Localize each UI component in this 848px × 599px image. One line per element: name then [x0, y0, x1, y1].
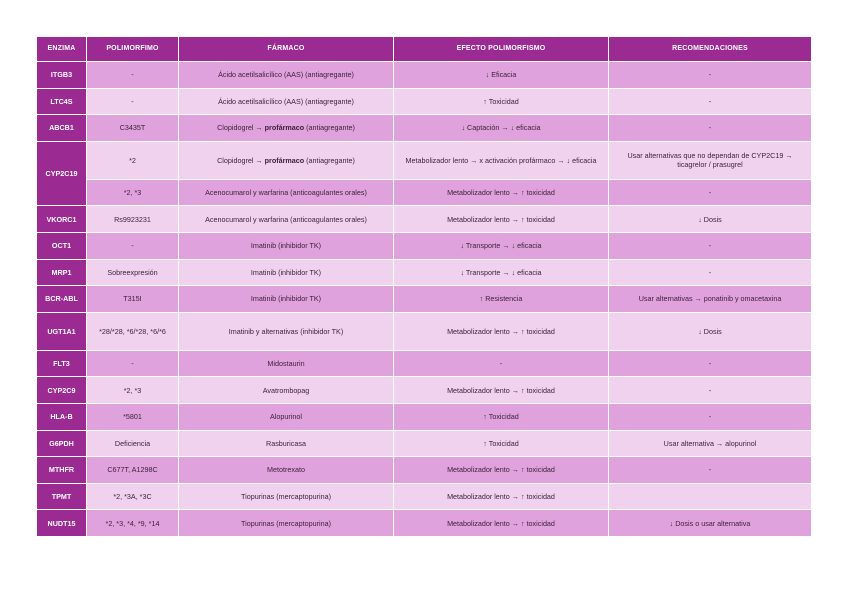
- recomendacion-cell: -: [609, 88, 812, 115]
- table-row: [37, 88, 812, 115]
- polimorfismo-cell: Sobreexpresión: [87, 259, 179, 286]
- enzima-cell: LTC4S: [37, 88, 87, 115]
- farmaco-cell: Rasburicasa: [179, 430, 394, 457]
- farmaco-cell: [179, 141, 394, 179]
- header-polimorfismo: POLIMORFIMO: [87, 37, 179, 62]
- farmaco-cell: Tiopurinas (mercaptopurina): [179, 510, 394, 537]
- efecto-cell: ↓ Transporte → ↓ eficacia: [394, 232, 609, 259]
- enzima-cell: G6PDH: [37, 430, 87, 457]
- farmaco-post: (antiagregante): [304, 123, 355, 133]
- recomendacion-cell: Usar alternativas que no dependan de CYP2C19 → ticagrelor / prasugrel: [609, 141, 812, 179]
- recomendacion-cell: -: [609, 350, 812, 377]
- recomendacion-cell: -: [609, 232, 812, 259]
- recomendacion-cell: -: [609, 179, 812, 206]
- enzima-cell: NUDT15: [37, 510, 87, 537]
- recomendacion-cell: -: [609, 377, 812, 404]
- enzima-cell: OCT1: [37, 232, 87, 259]
- enzima-cell: FLT3: [37, 350, 87, 377]
- farmaco-cell: Imatinib (inhibidor TK): [179, 232, 394, 259]
- recomendacion-cell: -: [609, 457, 812, 484]
- enzima-cell: HLA-B: [37, 403, 87, 430]
- farmaco-cell: Acenocumarol y warfarina (anticoagulantes orales): [179, 179, 394, 206]
- enzima-cell: CYP2C9: [37, 377, 87, 404]
- polimorfismo-cell: -: [87, 232, 179, 259]
- enzima-cell: BCR-ABL: [37, 286, 87, 313]
- farmaco-cell: Imatinib (inhibidor TK): [179, 259, 394, 286]
- polimorfismo-cell: *2: [87, 141, 179, 179]
- recomendacion-cell: ↓ Dosis: [609, 206, 812, 233]
- table-row: [37, 510, 812, 537]
- table-row: [37, 430, 812, 457]
- recomendacion-cell: -: [609, 115, 812, 142]
- efecto-cell: ↑ Toxicidad: [394, 403, 609, 430]
- farmaco-cell: [179, 115, 394, 142]
- table-row: [37, 206, 812, 233]
- farmaco-bold: profármaco: [264, 123, 305, 133]
- polimorfismo-cell: C677T, A1298C: [87, 457, 179, 484]
- table-row: [37, 141, 812, 179]
- efecto-cell: ↓ Transporte → ↓ eficacia: [394, 259, 609, 286]
- table-row: [37, 377, 812, 404]
- polimorfismo-cell: C3435T: [87, 115, 179, 142]
- farmaco-cell: Ácido acetilsalicílico (AAS) (antiagregante): [179, 88, 394, 115]
- table-row: [37, 286, 812, 313]
- farmaco-cell: Metotrexato: [179, 457, 394, 484]
- header-row: [37, 37, 812, 62]
- farmaco-bold: profármaco: [264, 155, 305, 165]
- efecto-cell: Metabolizador lento → ↑ toxicidad: [394, 483, 609, 510]
- efecto-cell: ↑ Toxicidad: [394, 430, 609, 457]
- efecto-cell: ↓ Captación → ↓ eficacia: [394, 115, 609, 142]
- farmaco-cell: Tiopurinas (mercaptopurina): [179, 483, 394, 510]
- table-row: [37, 312, 812, 350]
- polimorfismo-cell: *5801: [87, 403, 179, 430]
- efecto-cell: Metabolizador lento → ↑ toxicidad: [394, 510, 609, 537]
- farmaco-pre: Clopidogrel →: [217, 155, 265, 165]
- header-farmaco: FÁRMACO: [179, 37, 394, 62]
- header-efecto: EFECTO POLIMORFISMO: [394, 37, 609, 62]
- recomendacion-cell: [609, 483, 812, 510]
- efecto-cell: Metabolizador lento → x activación profármaco → ↓ eficacia: [394, 141, 609, 179]
- table-row: [37, 232, 812, 259]
- polimorfismo-cell: *2, *3: [87, 179, 179, 206]
- enzima-cell: VKORC1: [37, 206, 87, 233]
- efecto-cell: Metabolizador lento → ↑ toxicidad: [394, 377, 609, 404]
- recomendacion-cell: Usar alternativa → alopurinol: [609, 430, 812, 457]
- enzima-cell: MTHFR: [37, 457, 87, 484]
- recomendacion-cell: Usar alternativas → ponatinib y omacetaxina: [609, 286, 812, 313]
- efecto-cell: ↓ Eficacia: [394, 62, 609, 89]
- recomendacion-cell: -: [609, 403, 812, 430]
- header-recomendaciones: RECOMENDACIONES: [609, 37, 812, 62]
- polimorfismo-cell: -: [87, 350, 179, 377]
- farmaco-cell: Ácido acetilsalicílico (AAS) (antiagregante): [179, 62, 394, 89]
- table-row: [37, 403, 812, 430]
- recomendacion-cell: -: [609, 259, 812, 286]
- farmaco-post: (antiagregante): [304, 155, 355, 165]
- enzima-cell: ABCB1: [37, 115, 87, 142]
- polimorfismo-cell: -: [87, 62, 179, 89]
- enzima-cell: CYP2C19: [37, 141, 87, 206]
- enzima-cell: MRP1: [37, 259, 87, 286]
- polimorfismo-cell: *28/*28, *6/*28, *6/*6: [87, 312, 179, 350]
- polimorfismo-cell: Rs9923231: [87, 206, 179, 233]
- farmaco-cell: Alopurinol: [179, 403, 394, 430]
- farmaco-cell: Midostaurin: [179, 350, 394, 377]
- recomendacion-cell: ↓ Dosis: [609, 312, 812, 350]
- farmaco-pre: Clopidogrel →: [217, 123, 265, 133]
- enzima-cell: ITGB3: [37, 62, 87, 89]
- table-row: [37, 457, 812, 484]
- table-row: [37, 179, 812, 206]
- polimorfismo-cell: *2, *3: [87, 377, 179, 404]
- polimorfismo-cell: T315I: [87, 286, 179, 313]
- farmaco-cell: Acenocumarol y warfarina (anticoagulantes orales): [179, 206, 394, 233]
- table-row: [37, 350, 812, 377]
- polimorfismo-cell: -: [87, 88, 179, 115]
- efecto-cell: Metabolizador lento → ↑ toxicidad: [394, 179, 609, 206]
- efecto-cell: ↑ Resistencia: [394, 286, 609, 313]
- polimorfismo-cell: *2, *3, *4, *9, *14: [87, 510, 179, 537]
- enzima-cell: UGT1A1: [37, 312, 87, 350]
- farmaco-cell: Imatinib (inhibidor TK): [179, 286, 394, 313]
- efecto-cell: Metabolizador lento → ↑ toxicidad: [394, 206, 609, 233]
- efecto-cell: Metabolizador lento → ↑ toxicidad: [394, 312, 609, 350]
- farmaco-cell: Imatinib y alternativas (inhibidor TK): [179, 312, 394, 350]
- farmaco-cell: Avatrombopag: [179, 377, 394, 404]
- table-row: [37, 62, 812, 89]
- table-row: [37, 259, 812, 286]
- table-row: [37, 115, 812, 142]
- table-row: [37, 483, 812, 510]
- efecto-cell: ↑ Toxicidad: [394, 88, 609, 115]
- recomendacion-cell: -: [609, 62, 812, 89]
- polimorfismo-cell: Deficiencia: [87, 430, 179, 457]
- efecto-cell: Metabolizador lento → ↑ toxicidad: [394, 457, 609, 484]
- efecto-cell: -: [394, 350, 609, 377]
- enzima-cell: TPMT: [37, 483, 87, 510]
- header-enzima: ENZIMA: [37, 37, 87, 62]
- pharmacogenomics-table: [36, 36, 812, 537]
- recomendacion-cell: ↓ Dosis o usar alternativa: [609, 510, 812, 537]
- polimorfismo-cell: *2, *3A, *3C: [87, 483, 179, 510]
